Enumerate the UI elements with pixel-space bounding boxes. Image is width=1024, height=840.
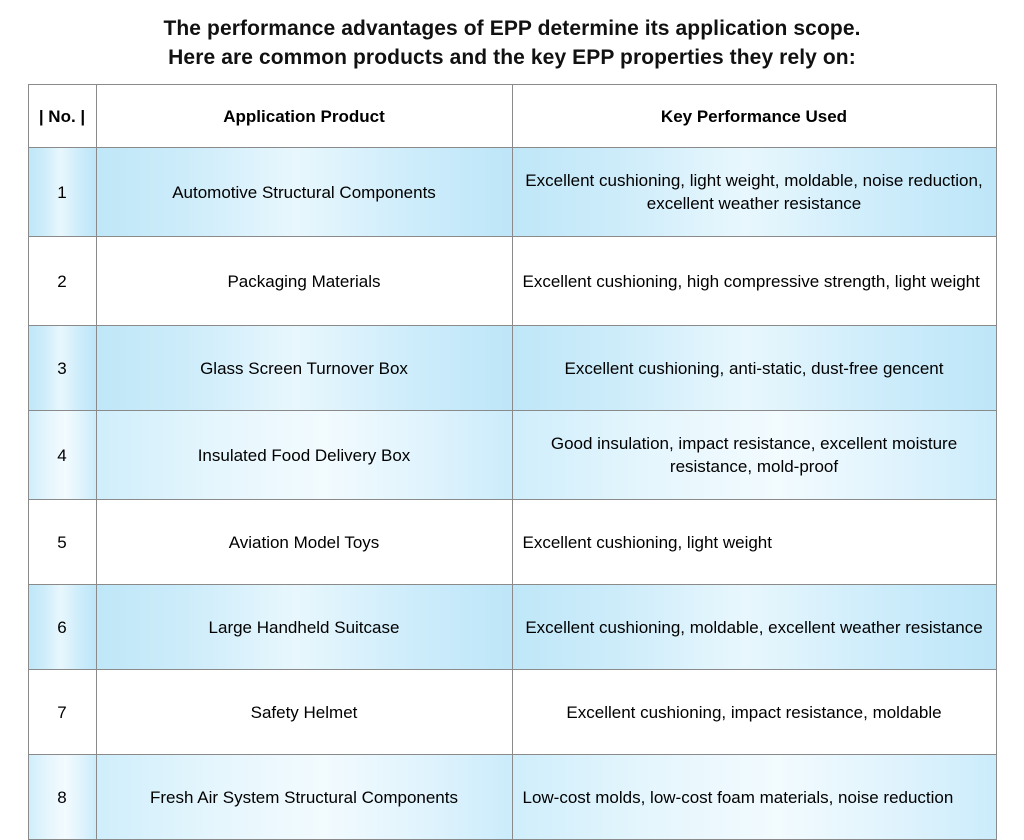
table-row	[28, 326, 996, 411]
table-row	[28, 237, 996, 326]
cell-performance: Excellent cushioning, moldable, excellent weather resistance	[512, 585, 996, 670]
cell-product: Insulated Food Delivery Box	[96, 411, 512, 500]
column-header-no: | No. |	[28, 85, 96, 148]
cell-no: 2	[28, 237, 96, 326]
cell-product: Packaging Materials	[96, 237, 512, 326]
table-row	[28, 500, 996, 585]
table-row	[28, 755, 996, 840]
cell-no: 8	[28, 755, 96, 840]
cell-product: Large Handheld Suitcase	[96, 585, 512, 670]
cell-no: 5	[28, 500, 96, 585]
cell-performance: Excellent cushioning, anti-static, dust-free gencent	[512, 326, 996, 411]
page-title-line-2: Here are common products and the key EPP properties they rely on:	[168, 46, 856, 69]
cell-product: Glass Screen Turnover Box	[96, 326, 512, 411]
table-body	[28, 148, 996, 840]
cell-product: Safety Helmet	[96, 670, 512, 755]
table-row	[28, 148, 996, 237]
table-row	[28, 670, 996, 755]
column-header-product: Application Product	[96, 85, 512, 148]
table-header-row	[28, 85, 996, 148]
cell-no: 7	[28, 670, 96, 755]
table-header	[28, 85, 996, 148]
table-row	[28, 585, 996, 670]
cell-product: Fresh Air System Structural Components	[96, 755, 512, 840]
cell-performance: Excellent cushioning, light weight, moldable, noise reduction, excellent weather resistance	[512, 148, 996, 237]
cell-no: 4	[28, 411, 96, 500]
cell-performance: Good insulation, impact resistance, excellent moisture resistance, mold-proof	[512, 411, 996, 500]
cell-product: Aviation Model Toys	[96, 500, 512, 585]
page-title-line-1: The performance advantages of EPP determine its application scope.	[163, 17, 861, 40]
cell-no: 3	[28, 326, 96, 411]
cell-product: Automotive Structural Components	[96, 148, 512, 237]
cell-performance: Excellent cushioning, impact resistance, moldable	[512, 670, 996, 755]
cell-no: 6	[28, 585, 96, 670]
page-title	[26, 14, 998, 72]
cell-performance: Low-cost molds, low-cost foam materials, noise reduction	[512, 755, 996, 840]
cell-no: 1	[28, 148, 96, 237]
column-header-performance: Key Performance Used	[512, 85, 996, 148]
epp-application-table	[28, 84, 997, 840]
cell-performance: Excellent cushioning, light weight	[512, 500, 996, 585]
cell-performance: Excellent cushioning, high compressive strength, light weight	[512, 237, 996, 326]
table-row	[28, 411, 996, 500]
